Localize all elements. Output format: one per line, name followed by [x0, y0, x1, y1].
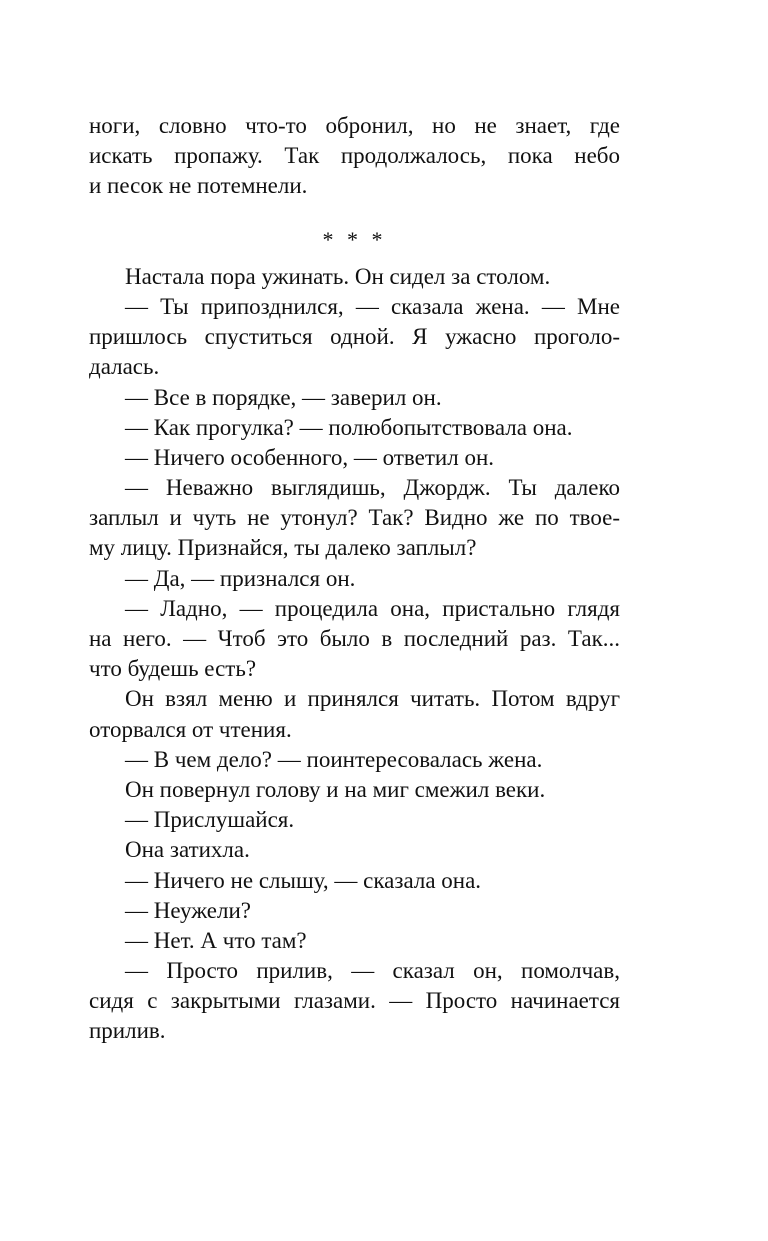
text-line: — Просто прилив, — сказал он, помолчав,: [125, 958, 620, 984]
text-line: ноги, словно что-то обронил, но не знает, где: [89, 113, 620, 138]
paragraph: [89, 866, 620, 896]
text-line: оторвался от чтения.: [89, 716, 292, 742]
paragraph: [89, 292, 620, 383]
paragraph: [89, 594, 620, 685]
paragraph: [89, 443, 620, 473]
paragraph: [89, 564, 620, 594]
paragraph: [89, 262, 620, 292]
text-line: пришлось спуститься одной. Я ужасно проголо-: [89, 324, 620, 350]
text-line: Она затихла.: [125, 837, 250, 863]
section-separator: * * *: [322, 226, 387, 252]
paragraph: [89, 926, 620, 956]
text-line: на него. — Чтоб это было в последний раз. Так...: [89, 626, 620, 651]
text-line: — Нет. А что там?: [125, 927, 307, 953]
paragraph: [89, 684, 620, 744]
text-line: Он повернул голову и на миг смежил веки.: [125, 776, 546, 802]
text-line: — Неважно выглядишь, Джордж. Ты далеко: [125, 475, 620, 501]
paragraph: [89, 896, 620, 926]
paragraph-continuation: [89, 111, 620, 202]
text-line: прилив.: [89, 1018, 166, 1044]
text-line: — Неужели?: [125, 897, 251, 923]
text-line: Настала пора ужинать. Он сидел за столом.: [125, 263, 551, 289]
paragraph: [89, 835, 620, 865]
text-line: заплыл и чуть не утонул? Так? Видно же по твое-: [89, 505, 620, 531]
text-line: — Как прогулка? — полюбопытствовала она.: [125, 414, 573, 440]
text-line: — Ты припозднился, — сказала жена. — Мне: [125, 293, 620, 319]
text-line: — Да, — признался он.: [125, 565, 356, 591]
book-page: [89, 111, 620, 1047]
text-line: Он взял меню и принялся читать. Потом вдруг: [125, 686, 620, 712]
text-line: — Прислушайся.: [125, 807, 295, 833]
text-line: сидя с закрытыми глазами. — Просто начинается: [89, 988, 620, 1014]
paragraph: [89, 413, 620, 443]
text-line: далась.: [89, 354, 160, 380]
text-line: — В чем дело? — поинтересовалась жена.: [125, 746, 543, 772]
paragraph: [89, 956, 620, 1047]
text-line: и песок не потемнели.: [89, 173, 308, 199]
paragraph: [89, 775, 620, 805]
text-line: — Ничего особенного, — ответил он.: [125, 444, 494, 470]
paragraph: [89, 383, 620, 413]
text-line: — Ничего не слышу, — сказала она.: [125, 867, 482, 893]
paragraph: [89, 805, 620, 835]
paragraph: [89, 745, 620, 775]
text-line: — Ладно, — процедила она, пристально глядя: [125, 595, 620, 621]
text-line: что будешь есть?: [89, 656, 257, 682]
paragraph: [89, 473, 620, 564]
text-line: искать пропажу. Так продолжалось, пока небо: [89, 143, 620, 169]
text-line: — Все в порядке, — заверил он.: [125, 384, 442, 410]
text-line: му лицу. Признайся, ты далеко заплыл?: [89, 535, 477, 561]
